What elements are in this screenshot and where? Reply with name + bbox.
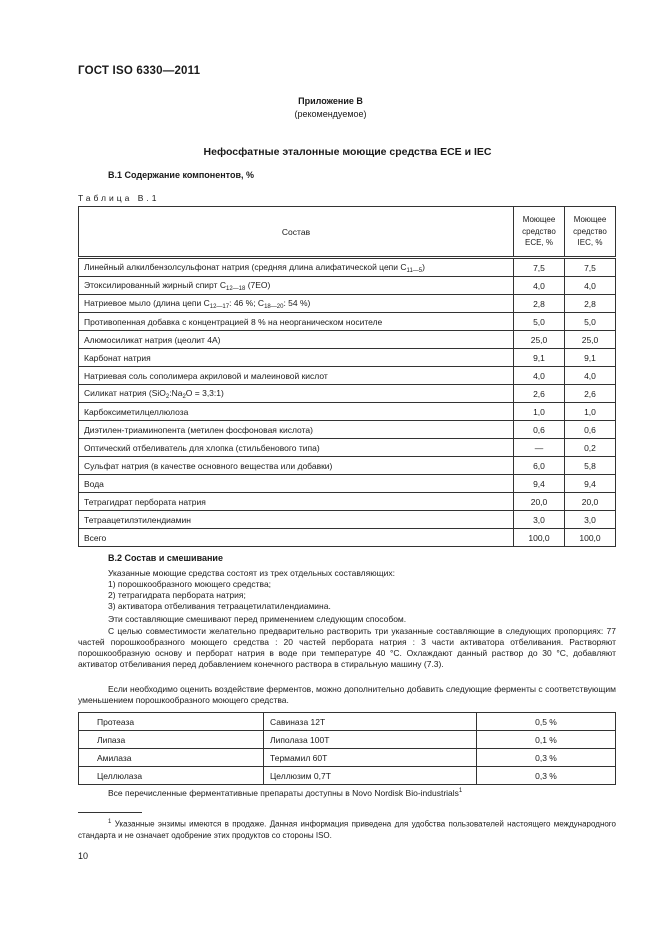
enzyme-product: Савиназа 12Т (264, 713, 477, 731)
ece-value: 4,0 (514, 367, 565, 385)
table-row (79, 313, 616, 331)
table-row (79, 367, 616, 385)
component-name: Алюмосиликат натрия (цеолит 4А) (79, 331, 514, 349)
enzyme-row (79, 767, 616, 785)
table-row (79, 258, 616, 277)
enzyme-type: Протеаза (79, 713, 264, 731)
enzyme-amount: 0,1 % (477, 731, 616, 749)
column-header-iec: Моющее средство IЕС, % (565, 207, 616, 258)
document-header: ГОСТ ISO 6330—2011 (78, 65, 201, 77)
iec-value: 5,0 (565, 313, 616, 331)
iec-value: 25,0 (565, 331, 616, 349)
table-row (79, 493, 616, 511)
ece-value: — (514, 439, 565, 457)
ece-value: 2,6 (514, 385, 565, 403)
component-name: Вода (79, 475, 514, 493)
ece-value: 6,0 (514, 457, 565, 475)
iec-value: 0,2 (565, 439, 616, 457)
iec-value: 20,0 (565, 493, 616, 511)
iec-value: 4,0 (565, 277, 616, 295)
iec-value: 5,8 (565, 457, 616, 475)
list-item: 1) порошкообразного моющего средства; (108, 579, 272, 589)
availability-note: Все перечисленные ферментативные препараты доступны в Novo Nordisk Bio-industrials$^1$ (108, 787, 463, 798)
component-name: Сульфат натрия (в качестве основного вещества или добавки) (79, 457, 514, 475)
table-row (79, 277, 616, 295)
ece-value: 2,8 (514, 295, 565, 313)
enzyme-product: Липолаза 100Т (264, 731, 477, 749)
ece-value: 100,0 (514, 529, 565, 547)
enzyme-amount: 0,3 % (477, 767, 616, 785)
document-title: Нефосфатные эталонные моющие средства ЕСЕ и IЕС (203, 146, 492, 158)
mixing-procedure: С целью совместимости желательно предварительно растворить три указанные составляющие в следующих пропорциях: 77 частей порошкообразного моющего средства : 20 частей пербората натрия : 3 части активатора отбеливания. Растворяют порошкообразную основу и перборат натрия в воде при температуре 40 °С. Охлаждают данный раствор до 30 °С, добавляют активатор отбеливания перед добавлением конечного раствора в стиральную машину (7.3). (78, 626, 616, 669)
enzyme-type: Амилаза (79, 749, 264, 767)
iec-value: 100,0 (565, 529, 616, 547)
table-row (79, 457, 616, 475)
column-header-ece: Моющее средство ЕСЕ, % (514, 207, 565, 258)
footnote: $^1$ Указанные энзимы имеются в продаже. Данная информация приведена для удобства пользователей настоящего международного стандарта и не означает одобрение этих продуктов со стороны ISO. (78, 819, 616, 840)
component-name: Оптический отбеливатель для хлопка (стильбенового типа) (79, 439, 514, 457)
iec-value: 3,0 (565, 511, 616, 529)
table-row (79, 385, 616, 403)
table-row (79, 475, 616, 493)
enzyme-intro: Если необходимо оценить воздействие ферментов, можно дополнительно добавить следующие ферменты с соответствующим уменьшением порошкообразного моющего средства. (78, 684, 616, 705)
enzyme-type: Липаза (79, 731, 264, 749)
iec-value: 2,6 (565, 385, 616, 403)
iec-value: 4,0 (565, 367, 616, 385)
ece-value: 7,5 (514, 258, 565, 277)
table-row (79, 331, 616, 349)
component-name: Силикат натрия ($SiO_2:Na_2O$ = 3,3:1) (79, 385, 514, 403)
annex-title: Приложение В (298, 96, 363, 106)
intro-text: Указанные моющие средства состоят из трех отдельных составляющих: (108, 568, 395, 578)
component-name: Карбоксиметилцеллюлоза (79, 403, 514, 421)
enzyme-row (79, 713, 616, 731)
list-item: 2) тетрагидрата пербората натрия; (108, 590, 246, 600)
ece-value: 25,0 (514, 331, 565, 349)
component-name: Натриевое мыло (длина цепи $С_{12—17}$: 46 %; $С_{18—20}$: 54 %) (79, 295, 514, 313)
enzyme-type: Целлюлаза (79, 767, 264, 785)
table-header-row (79, 207, 616, 258)
component-name: Тетрагидрат пербората натрия (79, 493, 514, 511)
footnote-marker: 1 (108, 819, 112, 825)
footnote-divider (78, 812, 142, 813)
page-number: 10 (78, 851, 89, 861)
ece-value: 5,0 (514, 313, 565, 331)
ece-value: 1,0 (514, 403, 565, 421)
component-name: Этоксилированный жирный спирт $С_{12—18}$ (7ЕО) (79, 277, 514, 295)
iec-value: 0,6 (565, 421, 616, 439)
section-heading-b2: В.2 Состав и смешивание (108, 553, 223, 563)
list-item: 3) активатора отбеливания тетраацетилатилендиамина. (108, 601, 331, 611)
iec-value: 9,4 (565, 475, 616, 493)
enzyme-amount: 0,3 % (477, 749, 616, 767)
enzyme-row (79, 731, 616, 749)
table-row (79, 439, 616, 457)
annex-subtitle: (рекомендуемое) (294, 109, 367, 119)
iec-value: 1,0 (565, 403, 616, 421)
ece-value: 9,4 (514, 475, 565, 493)
table-row (79, 529, 616, 547)
component-name: Линейный алкилбензолсульфонат натрия (средняя длина алифатической цепи $С_{11—5}$) (79, 258, 514, 277)
ece-value: 4,0 (514, 277, 565, 295)
component-name: Натриевая соль сополимера акриловой и малеиновой кислот (79, 367, 514, 385)
component-name: Тетраацетилэтилендиамин (79, 511, 514, 529)
mixing-intro: Эти составляющие смешивают перед применением следующим способом. (108, 614, 407, 624)
footnote-reference: 1 (458, 788, 463, 794)
ece-value: 9,1 (514, 349, 565, 367)
table-row (79, 511, 616, 529)
ece-value: 3,0 (514, 511, 565, 529)
table-row (79, 295, 616, 313)
table-caption: Таблица В.1 (78, 193, 160, 203)
component-name: Диэтилен-триаминопента (метилен фосфоновая кислота) (79, 421, 514, 439)
enzyme-amount: 0,5 % (477, 713, 616, 731)
table-row (79, 421, 616, 439)
iec-value: 9,1 (565, 349, 616, 367)
table-row (79, 403, 616, 421)
iec-value: 7,5 (565, 258, 616, 277)
enzyme-product: Термамил 60Т (264, 749, 477, 767)
component-name: Карбонат натрия (79, 349, 514, 367)
enzyme-product: Целлюзим 0,7Т (264, 767, 477, 785)
component-name: Всего (79, 529, 514, 547)
section-heading-b1: В.1 Содержание компонентов, % (108, 170, 255, 180)
table-row (79, 349, 616, 367)
iec-value: 2,8 (565, 295, 616, 313)
enzyme-table (78, 712, 616, 785)
column-header-composition: Состав (79, 207, 514, 258)
composition-table (78, 206, 616, 547)
component-name: Противопенная добавка с концентрацией 8 % на неорганическом носителе (79, 313, 514, 331)
ece-value: 0,6 (514, 421, 565, 439)
enzyme-row (79, 749, 616, 767)
component-list (108, 579, 331, 612)
ece-value: 20,0 (514, 493, 565, 511)
